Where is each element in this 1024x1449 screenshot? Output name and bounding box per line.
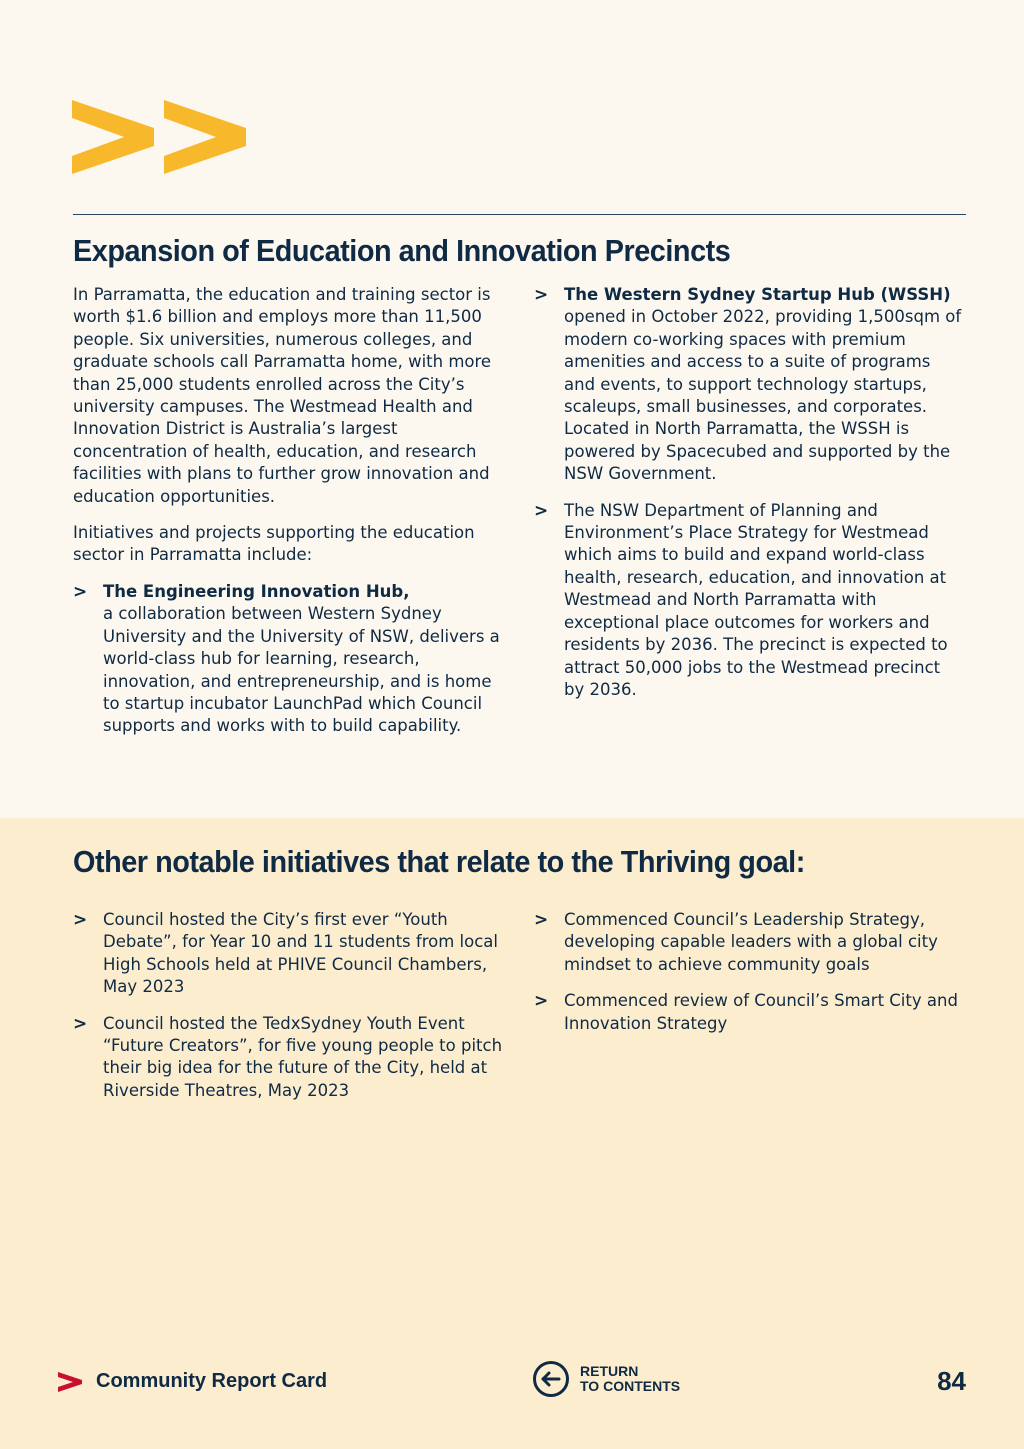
item-text: Council hosted the City’s first ever “Youth Debate”, for Year 10 and 11 students from local High Schools held at PHIVE Council Chambers, May 2023 [103,910,498,997]
item-heading: The Engineering Innovation Hub, [103,581,410,601]
item-text: Council hosted the TedxSydney Youth Event “Future Creators”, for five young people to pitch their big idea for the future of the City, held at Riverside Theatres, May 2023 [103,1013,503,1100]
left-column [73,284,513,752]
item-text: opened in October 2022, providing 1,500sqm of modern co-working spaces with premium amenities and access to a suite of programs and events, to support technology startups, scaleups, small businesses, and corporates. Located in North Parramatta, the WSSH is powered by Spacecubed and supported by the NSW Government. [564,307,962,484]
chevron-bullet-icon: > [73,581,88,602]
initiatives-title: Other notable initiatives that relate to the Thriving goal: [73,844,805,879]
section-title: Expansion of Education and Innovation Precincts [73,233,731,268]
footer-report-name [58,1370,327,1393]
double-chevron-icon [72,100,248,174]
initiatives-right-column [534,909,964,1049]
initiatives-left-column [73,909,513,1116]
page-number: 84 [937,1366,966,1396]
chevron-bullet-icon: > [73,1013,88,1034]
list-item [73,1013,513,1103]
right-column [534,284,964,715]
chevron-bullet-icon: > [534,910,549,930]
list-item [534,284,964,486]
chevron-bullet-icon: > [534,991,549,1012]
item-text: Commenced Council’s Leadership Strategy, developing capable leaders with a global city mindset to achieve community goals [564,910,938,974]
list-item [534,909,964,976]
list-item [73,909,513,999]
chevron-bullet-icon: > [534,285,549,305]
red-chevron-icon [58,1372,82,1392]
intro-paragraph: In Parramatta, the education and training sector is worth $1.6 billion and employs more than 11,500 people. Six universities, numerous colleges, and graduate schools call Parramatta home, with more than 25,000 students enrolled across the City’s university campuses. The Westmead Health and Innovation District is Australia’s largest concentration of health, education, and research facilities with plans to further grow innovation and education opportunities. [73,285,492,506]
list-item [534,500,964,702]
report-name: Community Report Card [96,1370,328,1392]
return-to-contents-link[interactable] [532,1360,680,1398]
item-text: Commenced review of Council’s Smart City and Innovation Strategy [564,991,958,1033]
chevron-bullet-icon: > [73,910,88,930]
divider [73,214,966,215]
return-label [580,1364,680,1394]
return-label-line1: RETURN [580,1363,639,1379]
lead-paragraph: Initiatives and projects supporting the education sector in Parramatta include: [73,523,475,565]
chevron-bullet-icon: > [534,500,549,521]
item-heading: The Western Sydney Startup Hub (WSSH) [564,285,951,304]
item-text: The NSW Department of Planning and Environment’s Place Strategy for Westmead which aims to build and expand world-class health, research, education, and innovation at Westmead and North Parramatta with exceptional place outcomes for workers and residents by 2036. The precinct is expected to attract 50,000 jobs to the Westmead precinct by 2036. [564,500,948,699]
return-label-line2: TO CONTENTS [580,1378,681,1394]
list-item [534,990,964,1035]
item-text: a collaboration between Western Sydney University and the University of NSW, delivers a world-class hub for learning, research, innovation, and entrepreneurship, and is home to startup incubator LaunchPad which Council supports and works with to build capability. [103,604,500,736]
list-item [73,581,513,738]
arrow-left-circle-icon [532,1360,570,1398]
